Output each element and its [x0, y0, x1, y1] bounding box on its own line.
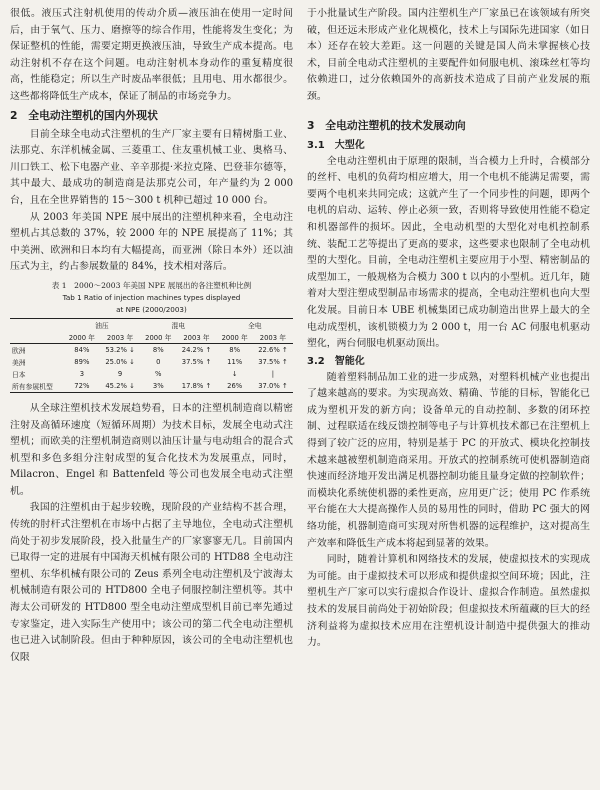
left-paragraph-3: 从全球注塑机技术发展趋势看，日本的注塑机制造商以精密注射及高循环速度（短循环周期）为技术目标，发展全电动式注塑机；而欧美的注塑机制造商则以油压计量与电动组合的混合式机型和多色多组分注射成型的复合化技术为发展重点，同时，Milacron、Engel 和 Battenfeld 等公司也发展全电动式注塑机。 — [10, 402, 293, 497]
table-cell: 37.5% ↑ — [258, 357, 288, 366]
left-paragraph-1: 目前全球全电动式注塑机的生产厂家主要有日精树脂工业、法那克、东洋机械金属、三菱重工、住友重机械工业、奥格马、川口铁工、松下电器产业、辛辛那提·米拉克隆、巴登菲尔德等，其中最大、最成功的制造商是法那克公司，年产量约为 2 000 台，且在全世界销售的 15～300 t 机种已超过 10 000 台。 — [10, 128, 293, 206]
npe-machine-ratio-table — [10, 318, 293, 393]
table-row-label: 欧洲 — [12, 346, 26, 355]
table-cell: 3 — [79, 369, 85, 378]
table-cell: 37.5% ↑ — [181, 357, 212, 366]
table-caption-cn: 表 1 2000～2003 年美国 NPE 展展出的各注塑机种比例 — [51, 280, 252, 290]
table-cell: 17.8% ↑ — [176, 380, 216, 393]
table-cell: 89% — [74, 357, 90, 366]
table-year-header: 2000 年 — [217, 331, 253, 344]
table-row — [10, 380, 293, 393]
table-cell: 45.2% ↓ — [100, 380, 140, 393]
table-cell — [176, 368, 216, 380]
right-column — [307, 6, 590, 788]
left-column — [10, 6, 293, 788]
table-row-label: 日本 — [12, 370, 26, 379]
subsection-3-1-heading: 3.1 大型化 — [307, 139, 365, 151]
table-row — [10, 356, 293, 368]
table-group-header: 油压 — [64, 318, 140, 331]
table-cell: 3% — [140, 380, 176, 393]
table-cell: | — [271, 369, 275, 378]
section-2-heading: 2 全电动注塑机的国内外现状 — [10, 108, 158, 122]
right-paragraph-3: 同时，随着计算机和网络技术的发展，使虚拟技术的实现成为可能。由于虚拟技术可以形成和提供虚拟空间环境；因此，注塑机生产厂家可以实行虚拟合作设计、虚拟合作制造。虽然虚拟技术的发展目前尚处于初始阶段；但虚拟技术所蕴藏的巨大的经济利益将为虚拟技术应用在注塑机设计制造中提供强大的推动力。 — [307, 554, 590, 649]
table-row — [10, 368, 293, 380]
table-row — [10, 343, 293, 356]
table-cell: 11% — [227, 357, 243, 366]
table-cell: 24.2% ↑ — [181, 345, 212, 354]
table-caption-en-line2: at NPE (2000/2003) — [116, 304, 187, 314]
table-cell: 0 — [156, 357, 161, 366]
table-cell: % — [155, 369, 162, 378]
table-year-header: 2003 年 — [100, 331, 140, 344]
table-year-header: 2003 年 — [176, 331, 216, 344]
table-cell: 22.6% ↑ — [258, 345, 288, 354]
two-column-body — [10, 6, 592, 788]
table-year-header: 2000 年 — [140, 331, 176, 344]
left-paragraph-2: 从 2003 年美国 NPE 展中展出的注塑机种来看，全电动注塑机占其总数的 37%，较 2000 年的 NPE 展提高了 11%；其中美洲、欧洲和日本均有大幅提高，而亚洲（除日本外）还以油压式为主，约占参展数量的 84%，技术相对落后。 — [10, 211, 293, 273]
table-cell: 53.2% ↓ — [105, 345, 135, 354]
left-paragraph-4: 我国的注塑机由于起步较晚，现阶段的产业结构不甚合理，传统的肘杆式注塑机在市场中占据了主导地位，全电动式注塑机尚处于初步发展阶段，投入批量生产的厂家寥寥无几。目前国内已取得一定的进展有中国海天机械有限公司的 HTD88 全电动注塑机、东华机械有限公司的 Zeus 系列全电动注塑机及宁波海太机械制造有限公司的 HTD800 全电子伺服控制注塑机等。其中海太公司研发的 HTD800 型全电动注塑成型机目前已率先通过专家鉴定，进入实际生产使用中；该公司的第二代全电动注塑机也已进入试制阶段。但由于种种原因，该公司的全电动注塑机也仅限 — [10, 502, 293, 663]
table-cell: 8% — [229, 345, 241, 354]
table-row-label: 美洲 — [12, 358, 26, 367]
table-cell: 8% — [152, 345, 164, 354]
left-continued-paragraph: 很低。液压式注射机使用的传动介质—液压油在使用一定时间后，由于氧气、压力、磨擦等的综合作用，性能将发生变化；为保证整机的性能，需要定期更换液压油，导致生产成本提高。电动注射机不存在这个问题。电动注射机本身动作的重复精度很高，性能稳定；所以生产时废品率很低；且用电、用水都很少。这些都将降低生产成本，保证了制品的市场竞争力。 — [10, 8, 293, 102]
section-3-heading: 3 全电动注塑机的技术发展动向 — [307, 118, 466, 132]
table-cell: 84% — [74, 345, 90, 354]
table-corner-cell — [10, 331, 64, 344]
table-caption-en-line1: Tab 1 Ratio of injection machines types displayed — [62, 292, 241, 302]
table-corner-cell — [10, 318, 64, 331]
table-row-label: 所有参展机型 — [10, 380, 64, 393]
table-cell: 37.0% ↑ — [253, 380, 293, 393]
subsection-3-2-heading: 3.2 智能化 — [307, 355, 365, 367]
table-cell: 9 — [117, 369, 123, 378]
right-paragraph-2: 随着塑料制品加工业的进一步成熟，对塑料机械产业也提出了越来越高的要求。为实现高效、精确、节能的目标，智能化已成为塑机开发的新方向；设备单元的自动控制、多数的闭环控制、过程联适在线反馈控制等电子与计算机技术都已在注塑机上得到了较广泛的应用，特别是基于 PC 的开放式、模块化控制技术越来越被塑机制造商采用。开放式的控制系统可使机器制造商快速而经济地开发出满足机器控制功能且量身定做的控制软件；而模块化系统使机器的柔性更高，应用更广泛；使用 PC 作系统平台能在大大提高操作人员的易用性的同时，借助 PC 强大的网络功能，机器制造商可实现对所售机器的远程维护，这对提高生产效率和降低生产成本将起到显著的效果。 — [307, 371, 590, 549]
table-cell: ↓ — [231, 369, 238, 378]
table-cell: 25.0% ↓ — [105, 357, 135, 366]
right-continued-paragraph: 于小批量试生产阶段。国内注塑机生产厂家虽已在该领域有所突破，但还远未形成产业化规模化，技术上与国际先进国家（如日本）还存在较大差距。这一问题的关键是国人尚未掌握核心技术，目前全电动式注塑机的主要配件如伺服电机、滚珠丝杠等均依赖进口，过分依赖国外的高新技术造成了目前产业发展的瓶颈。 — [307, 8, 590, 102]
table-year-header: 2000 年 — [64, 331, 100, 344]
table-group-header: 全电 — [217, 318, 293, 331]
table-cell: 26% — [217, 380, 253, 393]
table-year-header: 2003 年 — [253, 331, 293, 344]
table-cell: 72% — [64, 380, 100, 393]
right-paragraph-1: 全电动注塑机由于原理的限制，当合模力上升时，合模部分的丝杆、电机的负荷均相应增大，用一个电机不能满足需要，需要两个电机来共同完成；这就产生了一个同步性的问题，即两个电机的启动、运转、停止必须一致，否则将导致使用性能不稳定和机器部件的损坏。因此，全电动机型的大型化对电机控制系统、装配工艺等提出了更高的要求，这些要求也限制了全电动机型的大型化。目前，全电动注塑机主要应用于小型、精密制品的成型加工，一般规格为合模力 300 t 以内的小型机。近几年，随着对大型注塑成型制品市场需求的提高，全电动注塑机也向大型化发展。目前日本 UBE 机械集团已成功制造出世界上最大的全电动成型机，该机锁模力为 2 000 t，用一台 AC 伺服电机驱动塑化，两台伺服电机驱动顶出。 — [307, 155, 590, 350]
table-group-header: 混电 — [140, 318, 216, 331]
